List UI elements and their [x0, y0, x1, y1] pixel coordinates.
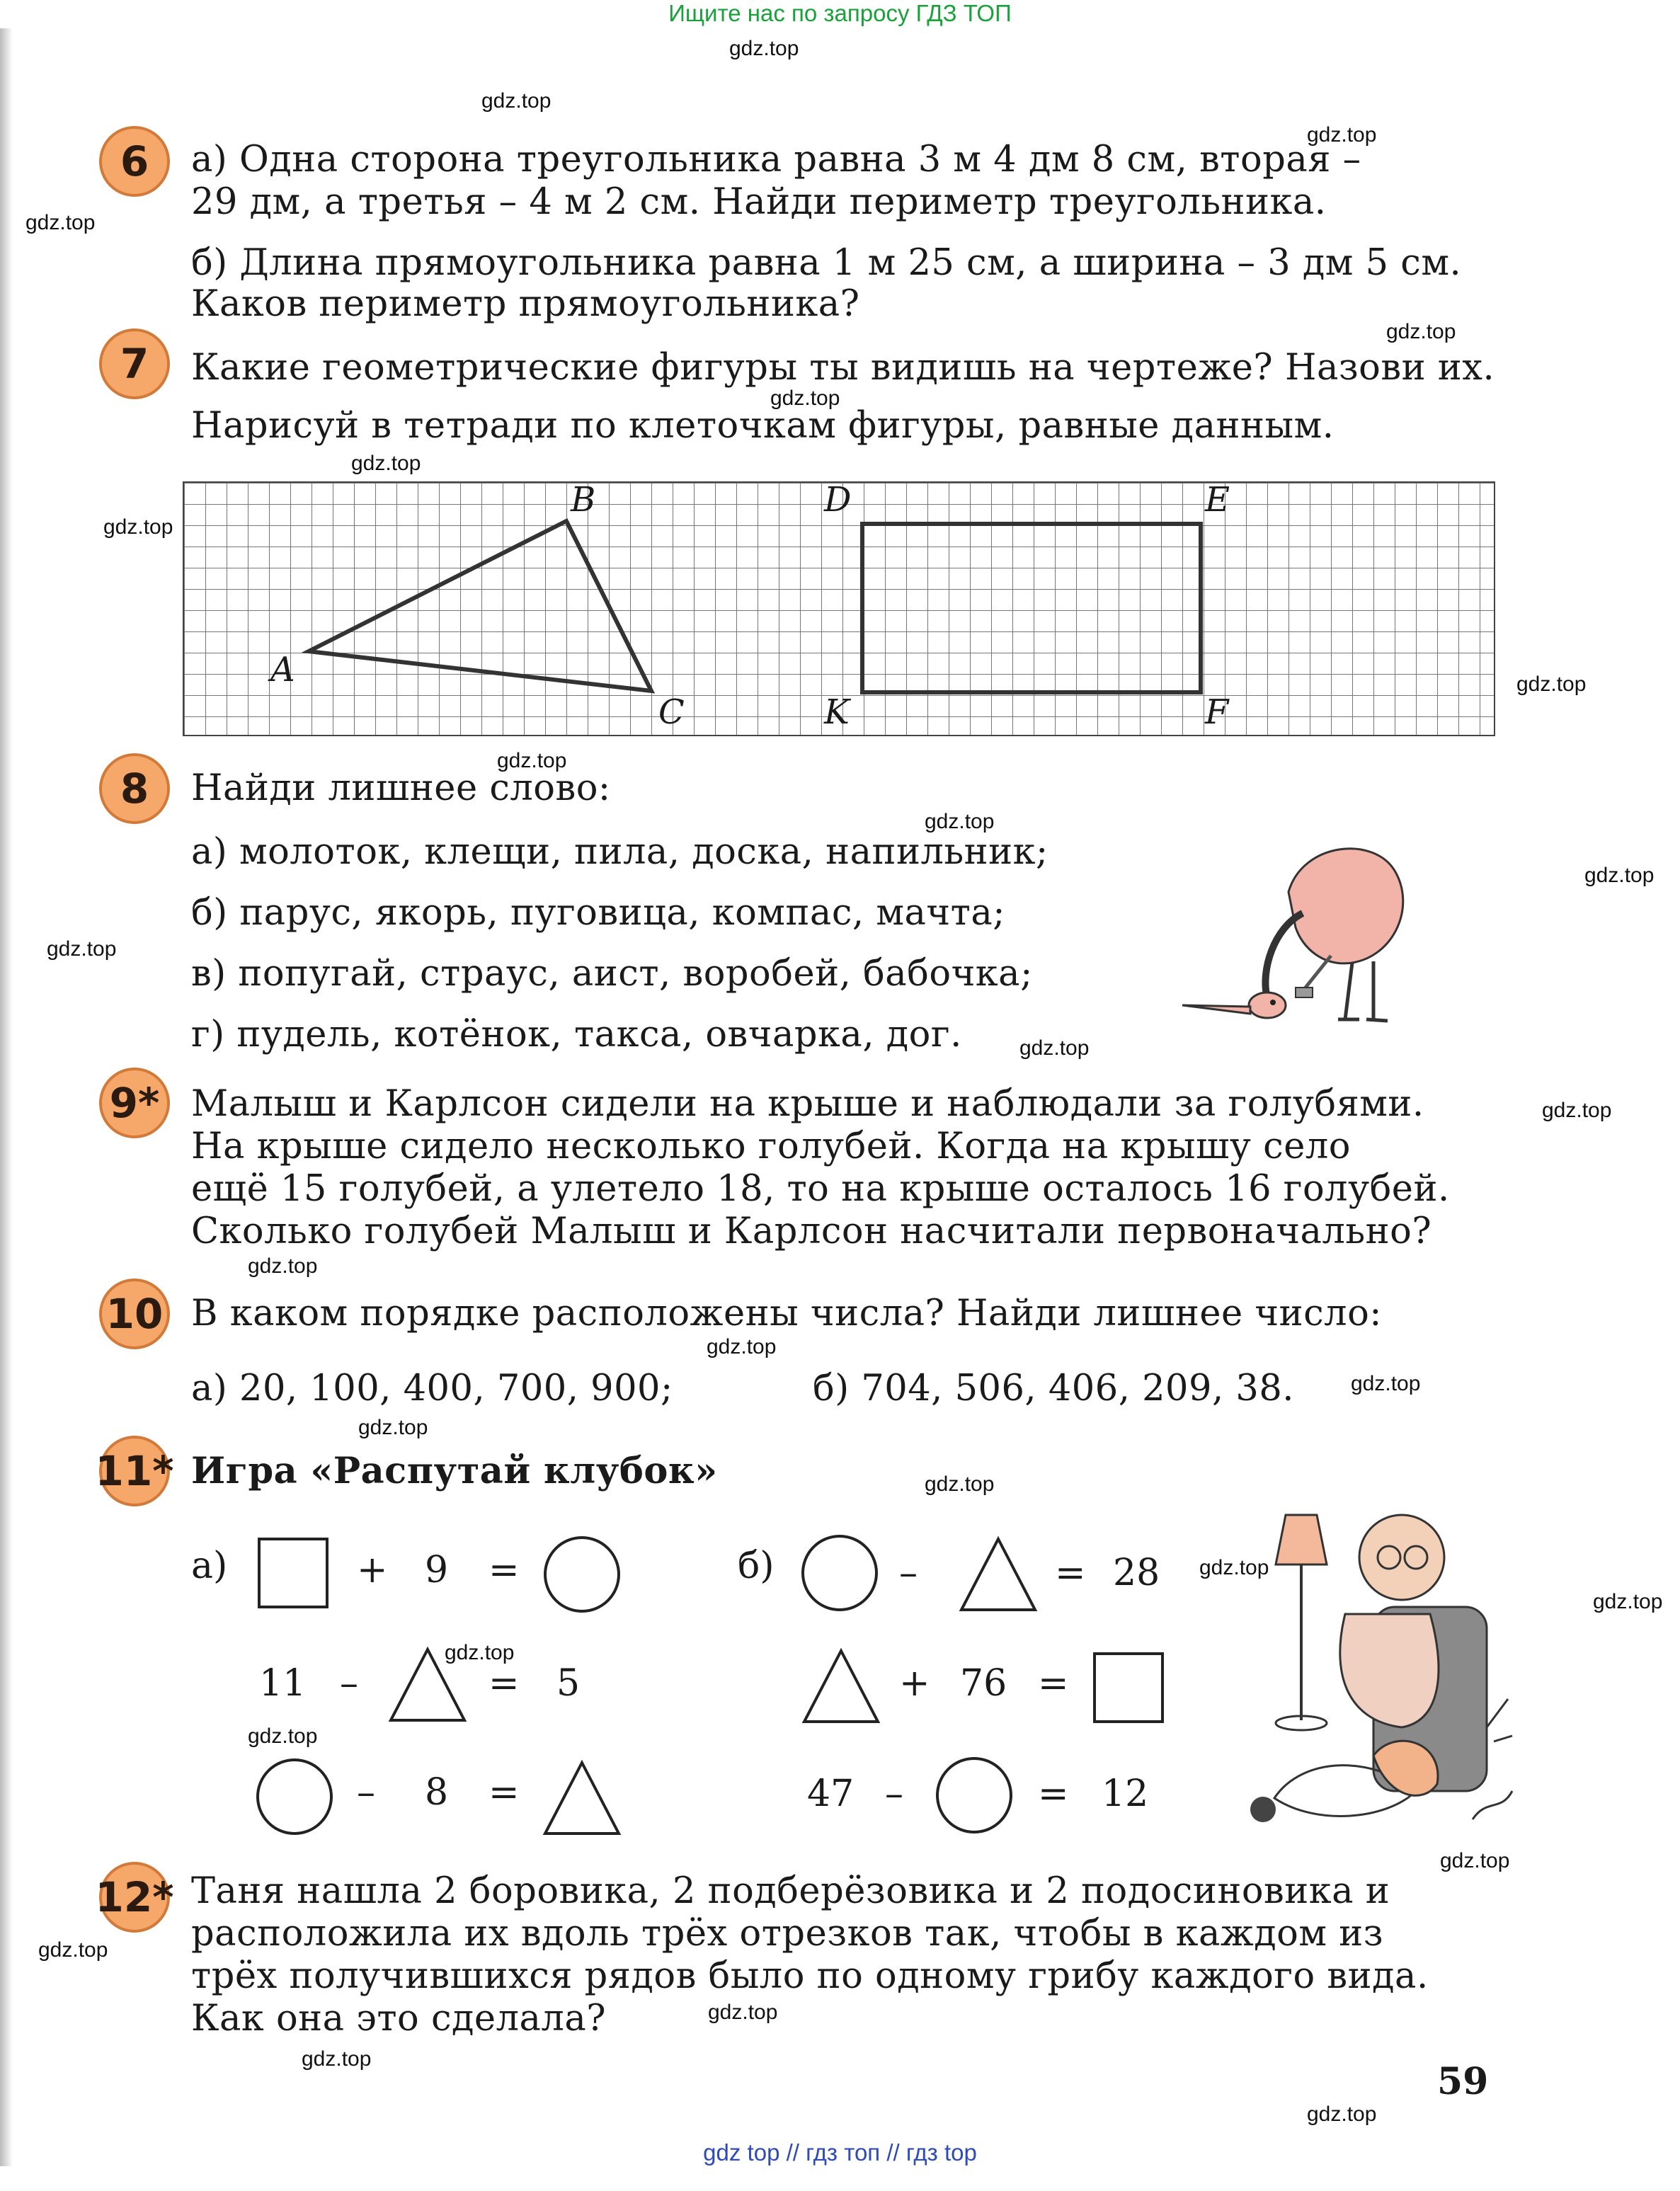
watermark: gdz.top [1307, 123, 1377, 147]
label-k: K [824, 692, 850, 732]
ostrich-illustration [1161, 828, 1430, 1048]
watermark: gdz.top [1386, 320, 1456, 343]
task-12-line4: Как она это сделала? [191, 1998, 607, 2040]
game-b-r2-n: 76 [960, 1662, 1007, 1705]
game-b-label: б) [738, 1545, 775, 1587]
watermark: gdz.top [358, 1416, 428, 1439]
drawing-shapes [0, 0, 1680, 779]
game-a-r2-n1: 11 [259, 1662, 307, 1705]
game-b-r2-eq: = [1038, 1662, 1069, 1705]
bottom-banner[interactable]: gdz top // гдз топ // гдз top [703, 2139, 977, 2166]
task-6-badge: 6 [99, 126, 170, 197]
task-6-a-line1: а) Одна сторона треугольника равна 3 м 4 дм 8 см, вторая – [191, 139, 1361, 181]
game-a-r1-n: 9 [425, 1549, 449, 1591]
task-12-badge: 12* [99, 1862, 170, 1933]
watermark: gdz.top [302, 2047, 372, 2071]
game-a-r2-eq: = [488, 1662, 520, 1705]
circle-shape [256, 1758, 333, 1835]
game-b-r2-op: + [899, 1662, 930, 1705]
watermark: gdz.top [25, 211, 96, 234]
game-a-r2-op: – [340, 1662, 358, 1705]
task-8-b: б) парус, якорь, пуговица, компас, мачта; [191, 892, 1005, 934]
task-7-badge: 7 [99, 328, 170, 399]
task-8-title: Найди лишнее слово: [191, 767, 611, 809]
task-12-line3: трёх получившихся рядов было по одному грибу каждого вида. [191, 1955, 1429, 1997]
game-b-r3-n2: 12 [1102, 1773, 1149, 1815]
watermark: gdz.top [925, 1472, 995, 1496]
task-6-a-line2: 29 дм, а третья – 4 м 2 см. Найди периметр треугольника. [191, 181, 1327, 223]
watermark: gdz.top [1019, 1036, 1090, 1060]
watermark: gdz.top [248, 1254, 318, 1278]
grandma-knitting-illustration [1232, 1487, 1515, 1855]
game-b-r1-n: 28 [1113, 1552, 1160, 1594]
task-8-a: а) молоток, клещи, пила, доска, напильник; [191, 831, 1048, 873]
label-a: A [270, 650, 295, 690]
task-10-a: а) 20, 100, 400, 700, 900; [191, 1368, 673, 1409]
game-a-label: а) [191, 1545, 228, 1587]
triangle-abc [309, 521, 651, 691]
watermark: gdz.top [925, 810, 995, 833]
task-7-line2: Нарисуй в тетради по клеточкам фигуры, равные данным. [191, 405, 1335, 447]
game-b-r3-eq: = [1038, 1773, 1069, 1815]
task-8-badge: 8 [99, 753, 170, 824]
triangle-shape [542, 1760, 622, 1836]
triangle-shape [959, 1536, 1038, 1613]
watermark: gdz.top [103, 515, 173, 539]
task-6-b-line1: б) Длина прямоугольника равна 1 м 25 см, а ширина – 3 дм 5 см. [191, 242, 1462, 284]
game-a-r2-n2: 5 [556, 1662, 581, 1705]
task-10-b: б) 704, 506, 406, 209, 38. [813, 1368, 1294, 1409]
watermark: gdz.top [1542, 1099, 1612, 1122]
task-6-b-line2: Каков периметр прямоугольника? [191, 283, 860, 325]
square-shape [1093, 1652, 1164, 1723]
circle-shape [544, 1536, 620, 1613]
game-a-r3-n: 8 [425, 1771, 449, 1814]
task-11-badge: 11* [99, 1436, 170, 1506]
label-d: D [824, 480, 852, 520]
triangle-shape [801, 1648, 881, 1724]
watermark: gdz.top [497, 749, 567, 772]
task-12-line2: расположила их вдоль трёх отрезков так, чтобы в каждом из [191, 1913, 1384, 1955]
task-7-line1: Какие геометрические фигуры ты видишь на чертеже? Назови их. [191, 347, 1495, 389]
task-8-c: в) попугай, страус, аист, воробей, бабочка; [191, 953, 1033, 995]
triangle-shape [388, 1647, 467, 1723]
square-shape [258, 1538, 328, 1608]
game-a-r3-op: – [357, 1771, 375, 1814]
label-c: C [658, 692, 685, 732]
game-a-r3-eq: = [488, 1771, 520, 1814]
task-8-d: г) пудель, котёнок, такса, овчарка, дог. [191, 1014, 962, 1056]
task-12-line1: Таня нашла 2 боровика, 2 подберёзовика и 2 подосиновика и [191, 1870, 1390, 1912]
task-9-line2: На крыше сидело несколько голубей. Когда на крышу село [191, 1126, 1351, 1167]
watermark: gdz.top [248, 1724, 318, 1748]
watermark: gdz.top [729, 37, 799, 60]
task-10-line1: В каком порядке расположены числа? Найди лишнее число: [191, 1293, 1382, 1334]
watermark: gdz.top [445, 1641, 515, 1664]
game-b-r3-op: – [885, 1773, 903, 1815]
label-f: F [1205, 692, 1229, 732]
game-a-r1-eq: = [488, 1549, 520, 1591]
watermark: gdz.top [707, 1335, 777, 1358]
label-e: E [1205, 480, 1230, 520]
game-a-r1-op: + [357, 1549, 388, 1591]
rectangle-dekf [862, 524, 1201, 692]
game-b-r1-op: – [899, 1552, 918, 1594]
watermark: gdz.top [1199, 1556, 1269, 1579]
watermark: gdz.top [38, 1938, 108, 1962]
task-10-badge: 10 [99, 1278, 170, 1349]
watermark: gdz.top [1593, 1590, 1663, 1613]
task-9-line1: Малыш и Карлсон сидели на крыше и наблюдали за голубями. [191, 1083, 1424, 1125]
task-11-title: Игра «Распутай клубок» [191, 1450, 718, 1492]
top-banner[interactable]: Ищите нас по запросу ГДЗ ТОП [668, 0, 1012, 26]
task-9-badge: 9* [99, 1068, 170, 1138]
watermark: gdz.top [1584, 864, 1655, 887]
watermark: gdz.top [1440, 1849, 1510, 1872]
circle-shape [801, 1535, 878, 1611]
task-9-line3: ещё 15 голубей, а улетело 18, то на крыше осталось 16 голубей. [191, 1168, 1450, 1210]
watermark: gdz.top [708, 2001, 778, 2024]
watermark: gdz.top [770, 387, 840, 410]
watermark: gdz.top [1351, 1372, 1421, 1395]
page-number: 59 [1437, 2060, 1489, 2103]
game-b-r3-n1: 47 [807, 1773, 855, 1815]
watermark: gdz.top [1516, 673, 1587, 696]
watermark: gdz.top [1307, 2103, 1377, 2126]
watermark: gdz.top [351, 452, 421, 475]
game-b-r1-eq: = [1055, 1552, 1086, 1594]
task-9-line4: Сколько голубей Малыш и Карлсон насчитали первоначально? [191, 1211, 1432, 1252]
watermark: gdz.top [481, 89, 552, 113]
watermark: gdz.top [47, 937, 117, 961]
circle-shape [936, 1757, 1012, 1834]
label-b: B [571, 480, 596, 520]
